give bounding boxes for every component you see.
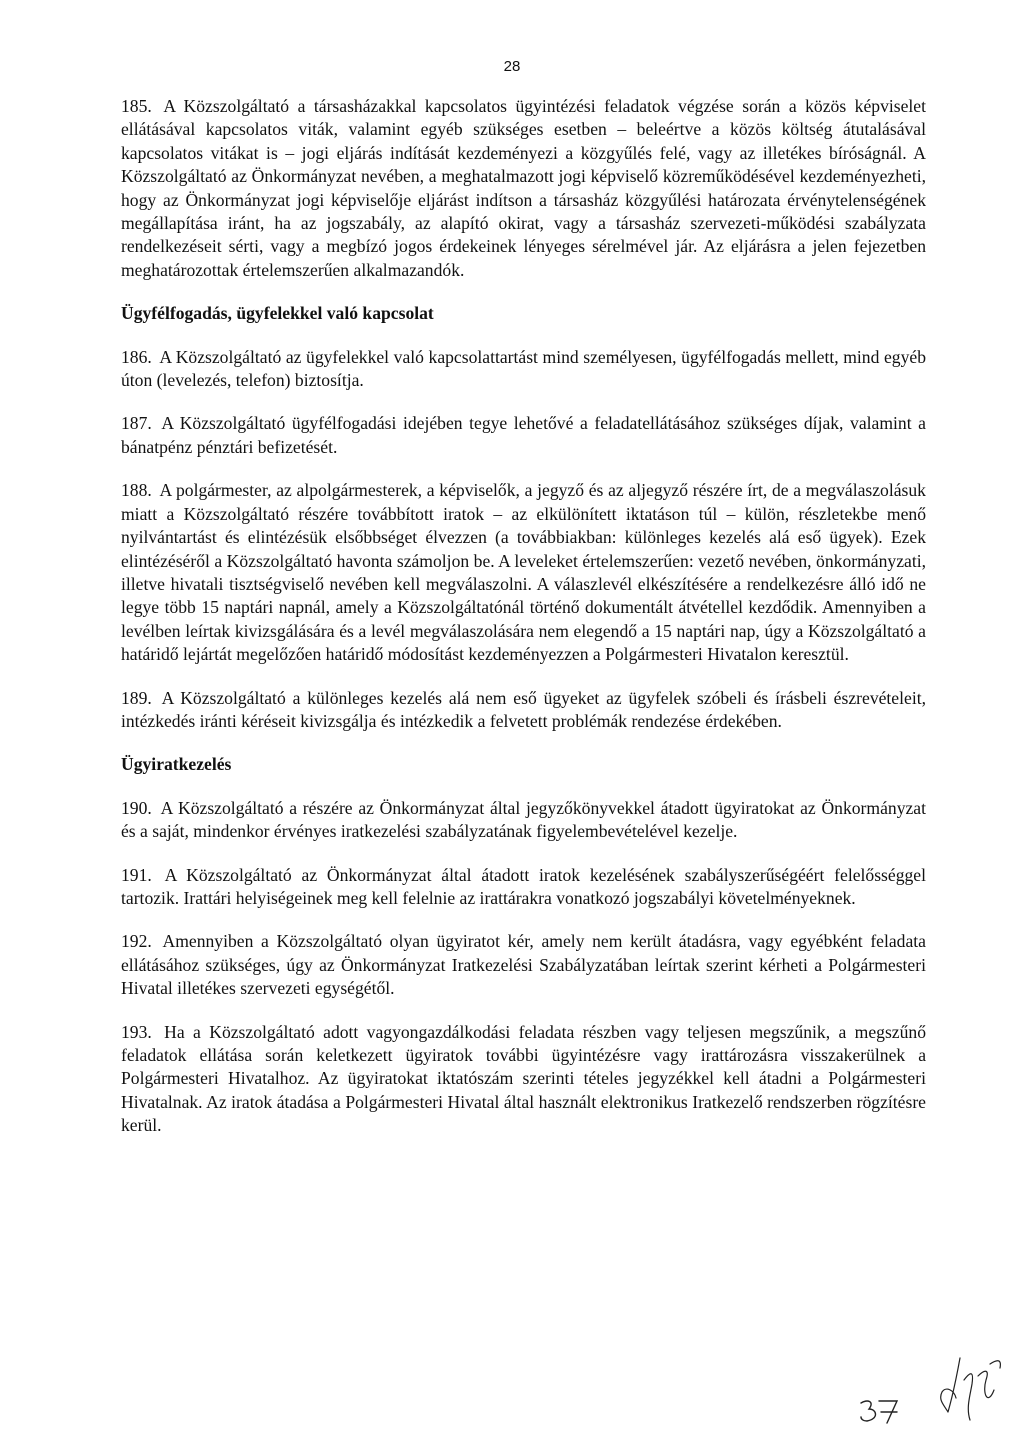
numbered-paragraph [121, 479, 926, 666]
paragraph-number: 193. [121, 1021, 152, 1042]
paragraph-number: 190. [121, 797, 152, 818]
numbered-paragraph [121, 412, 926, 459]
numbered-paragraph [121, 1021, 926, 1138]
paragraph-text: A Közszolgáltató a különleges kezelés alá nem eső ügyeket az ügyfelek szóbeli és írásbeli észrevételeit, intézkedés iránti kéréseit kivizsgálja és intézkedik a felvetett problémák rendezése érdekében. [121, 687, 926, 731]
paragraph-number: 186. [121, 346, 152, 367]
paragraph-number: 187. [121, 413, 152, 434]
paragraph-number: 188. [121, 480, 152, 501]
numbered-paragraph [121, 930, 926, 1000]
paragraph-text: Amennyiben a Közszolgáltató olyan ügyiratot kér, amely nem került átadásra, vagy egyébként feladata ellátásához szükséges, úgy az Önkormányzat Iratkezelési Szabályzatában leírtak szerint kérheti a Polgármesteri Hivatal illetékes szervezeti egységétől. [121, 931, 926, 999]
numbered-paragraph [121, 346, 926, 393]
numbered-paragraph [121, 864, 926, 911]
document-body [121, 95, 926, 1158]
paragraph-text: A Közszolgáltató ügyfélfogadási idejében tegye lehetővé a feladatellátásához szükséges díjak, valamint a bánatpénz pénztári befizetését. [121, 413, 926, 457]
paragraph-number: 191. [121, 864, 152, 885]
paragraph-text: A polgármester, az alpolgármesterek, a képviselők, a jegyző és az aljegyző részére írt, de a megválaszolásuk miatt a Közszolgáltató részére továbbított iratok – az elkülönített iktatáson túl – külön, részletekbe menő nyilvántartást és elintézésük elsőbbséget élvezzen (a továbbiakban: különleges kezelés alá eső ügyek). Ezek elintézéséről a Közszolgáltató havonta számoljon be. A leveleket értelemszerűen: vezető nevében, önkormányzati, illetve hivatali tisztségviselő nevében kell megválaszolni. A válaszlevél elkészítésére a rendelkezésre álló idő ne legye több 15 naptári napnál, amely a Közszolgáltatónál történő dokumentált átvétellel kezdődik. Amennyiben a levélben leírtak kivizsgálására és a levél megválaszolására nem elegendő a 15 naptári nap, úgy a Közszolgáltató a határidő lejártát megelőzően határidő módosítást kezdeményezzen a Polgármesteri Hivatalon keresztül. [121, 480, 926, 665]
paragraph-text: A Közszolgáltató az ügyfelekkel való kapcsolattartást mind személyesen, ügyfélfogadás mellett, mind egyéb úton (levelezés, telefon) biztosítja. [121, 346, 926, 391]
paragraph-number: 189. [121, 687, 152, 708]
page-number: 28 [503, 58, 521, 75]
paragraph-number: 192. [121, 931, 152, 952]
section-heading: Ügyfélfogadás, ügyfelekkel való kapcsolat [121, 303, 434, 324]
handwritten-signature [930, 1350, 1010, 1425]
paragraph-number: 185. [121, 96, 152, 116]
numbered-paragraph [121, 687, 926, 734]
paragraph-text: A Közszolgáltató a társasházakkal kapcsolatos ügyintézési feladatok végzése során a közös képviselet ellátásával kapcsolatos viták, valamint egyéb szükséges esetben – beleértve a közös költség átutalásával kapcsolatos vitákat is – jogi eljárás indítását kezdeményezi a közgyűlés felé, vagy az illetékes bíróságnál. A Közszolgáltató az Önkormányzat nevében, a meghatalmazott jogi képviselő közreműködésével kezdeményezheti, hogy az Önkormányzat jogi képviselője eljárást indítson a társasház közgyűlési határozata érvénytelenségének megállapítása iránt, ha az jogszabály, az alapító okirat, vagy a társasház szervezeti-működési szabályzata rendelkezéseit sérti, vagy a megbízó jogos érdekeinek lényeges sérelmével jár. Az eljárásra a jelen fejezetben meghatározottak értelemszerűen alkalmazandók. [121, 96, 926, 280]
paragraph-text: A Közszolgáltató a részére az Önkormányzat által jegyzőkönyvekkel átadott ügyiratokat az Önkormányzat és a saját, mindenkor érvényes iratkezelési szabályzatának figyelembevételével kezelje. [121, 797, 926, 842]
paragraph-text: Ha a Közszolgáltató adott vagyongazdálkodási feladata részben vagy teljesen megszűnik, a megszűnő feladatok ellátása során keletkezett ügyiratok további ügyintézésre vagy irattározásra visszakerülnek a Polgármesteri Hivatalhoz. Az ügyiratokat iktatószám szerinti tételes jegyzékkel kell átadni a Polgármesteri Hivatalnak. Az iratok átadása a Polgármesteri Hivatal által használt elektronikus Iratkezelő rendszerben rögzítésre kerül. [121, 1021, 926, 1136]
numbered-paragraph [121, 95, 926, 282]
paragraph-text: A Közszolgáltató az Önkormányzat által átadott iratok kezelésének szabályszerűségéért felelősséggel tartozik. Irattári helyiségeinek meg kell felelnie az irattárakra vonatkozó jogszabályi követelményeknek. [121, 864, 926, 908]
section-heading: Ügyiratkezelés [121, 754, 232, 775]
handwritten-page-mark [857, 1395, 907, 1425]
numbered-paragraph [121, 797, 926, 844]
